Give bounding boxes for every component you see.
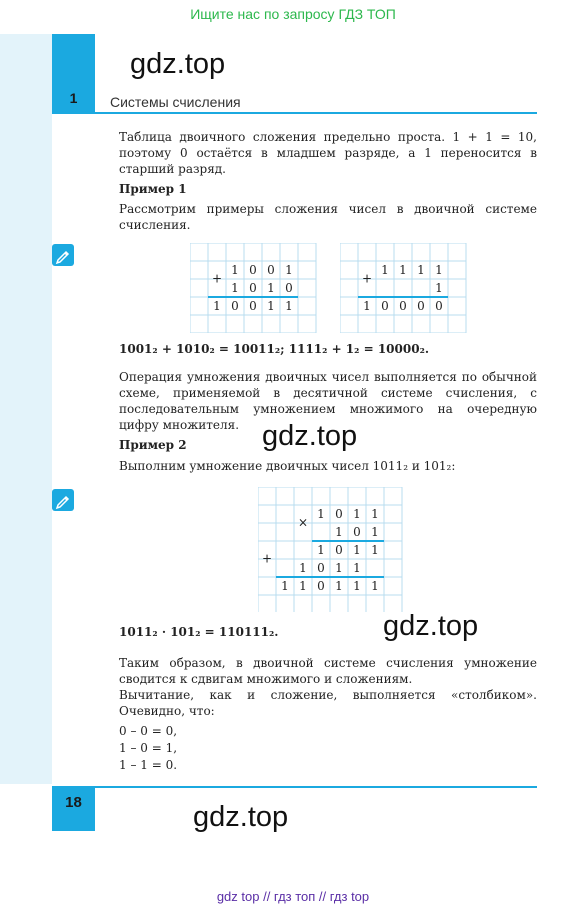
times-sign: × — [297, 515, 309, 530]
watermark: gdz.top — [383, 610, 479, 642]
grid-digit: 1 — [371, 542, 379, 557]
multiplication-formula: 1011₂ · 101₂ = 110111₂. — [119, 625, 279, 639]
plus-sign: + — [361, 271, 373, 286]
chapter-number: 1 — [69, 90, 78, 106]
plus-sign: + — [211, 271, 223, 286]
grid-digit: 0 — [317, 578, 325, 593]
watermark: gdz.top — [130, 48, 226, 80]
grid-digit: 1 — [267, 280, 275, 295]
subtraction-rule: 0 – 0 = 0, — [119, 724, 178, 738]
grid-digit: 0 — [285, 280, 293, 295]
grid-digit: 1 — [285, 298, 293, 313]
addition-grid-1 — [190, 243, 320, 333]
grid-digit: 0 — [335, 542, 343, 557]
grid-digit: 1 — [371, 506, 379, 521]
grid-digit: 1 — [363, 298, 371, 313]
subtraction-rule: 1 – 0 = 1, — [119, 741, 178, 755]
grid-digit: 1 — [381, 262, 389, 277]
paragraph-shift-summary: Таким образом, в двоичной системе счисления умножение сводится к сдвигам множимого и сложениям. — [119, 656, 537, 686]
grid-digit: 1 — [371, 524, 379, 539]
grid-digit: 0 — [249, 298, 257, 313]
pencil-icon — [52, 489, 74, 511]
subtraction-rule: 1 – 1 = 0. — [119, 758, 178, 772]
header-rule — [95, 112, 537, 114]
bottom-banner: gdz top // гдз топ // гдз top — [216, 889, 370, 904]
grid-digit: 1 — [267, 298, 275, 313]
grid-digit: 1 — [213, 298, 221, 313]
left-margin-strip — [0, 34, 52, 784]
grid-digit: 1 — [353, 578, 361, 593]
example-1-text: Рассмотрим примеры сложения чисел в двоичной системе счисления. — [119, 202, 537, 232]
footer-rule — [95, 786, 537, 788]
chapter-title: Системы счисления — [110, 94, 241, 110]
grid-digit: 1 — [231, 280, 239, 295]
grid-digit: 0 — [353, 524, 361, 539]
paragraph-binary-addition: Таблица двоичного сложения предельно проста. 1 + 1 = 10, поэтому 0 остаётся в младшем разряде, а 1 переносится в старший разряд. — [119, 130, 537, 176]
grid-digit: 1 — [435, 262, 443, 277]
grid-digit: 1 — [353, 560, 361, 575]
pencil-icon — [52, 244, 74, 266]
grid-digit: 0 — [435, 298, 443, 313]
grid-digit: 1 — [335, 560, 343, 575]
grid-digit: 0 — [231, 298, 239, 313]
grid-digit: 0 — [381, 298, 389, 313]
grid-digit: 1 — [399, 262, 407, 277]
grid-digit: 0 — [249, 280, 257, 295]
example-2-text: Выполним умножение двоичных чисел 1011₂ и 101₂: — [119, 459, 456, 473]
grid-digit: 0 — [399, 298, 407, 313]
multiplication-grid — [258, 487, 403, 612]
addition-grid-2 — [340, 243, 470, 333]
grid-digit: 1 — [299, 560, 307, 575]
grid-digit: 1 — [335, 524, 343, 539]
grid-digit: 1 — [231, 262, 239, 277]
grid-digit: 0 — [249, 262, 257, 277]
grid-digit: 0 — [417, 298, 425, 313]
grid-digit: 1 — [285, 262, 293, 277]
grid-digit: 0 — [317, 560, 325, 575]
grid-digit: 1 — [353, 542, 361, 557]
example-2-title: Пример 2 — [119, 438, 187, 452]
grid-digit: 1 — [435, 280, 443, 295]
grid-digit: 1 — [335, 578, 343, 593]
grid-digit: 1 — [281, 578, 289, 593]
addition-formula: 1001₂ + 1010₂ = 10011₂; 1111₂ + 1₂ = 10000₂. — [119, 342, 430, 356]
watermark: gdz.top — [262, 420, 358, 452]
paragraph-subtraction: Вычитание, как и сложение, выполняется «столбиком». Очевидно, что: — [119, 688, 537, 718]
example-1-title: Пример 1 — [119, 182, 187, 196]
grid-digit: 0 — [267, 262, 275, 277]
paragraph-multiplication: Операция умножения двоичных чисел выполняется по обычной схеме, применяемой в десятичной системе счисления, с последовательным умножением множимого на очередную цифру множителя. — [119, 370, 537, 432]
grid-digit: 1 — [317, 506, 325, 521]
grid-digit: 1 — [371, 578, 379, 593]
plus-sign: + — [261, 551, 273, 566]
watermark: gdz.top — [193, 801, 289, 833]
grid-digit: 1 — [299, 578, 307, 593]
grid-digit: 1 — [317, 542, 325, 557]
grid-digit: 1 — [353, 506, 361, 521]
grid-digit: 0 — [335, 506, 343, 521]
grid-digit: 1 — [417, 262, 425, 277]
page-number: 18 — [65, 794, 82, 811]
top-banner: Ищите нас по запросу ГДЗ ТОП — [190, 6, 396, 22]
